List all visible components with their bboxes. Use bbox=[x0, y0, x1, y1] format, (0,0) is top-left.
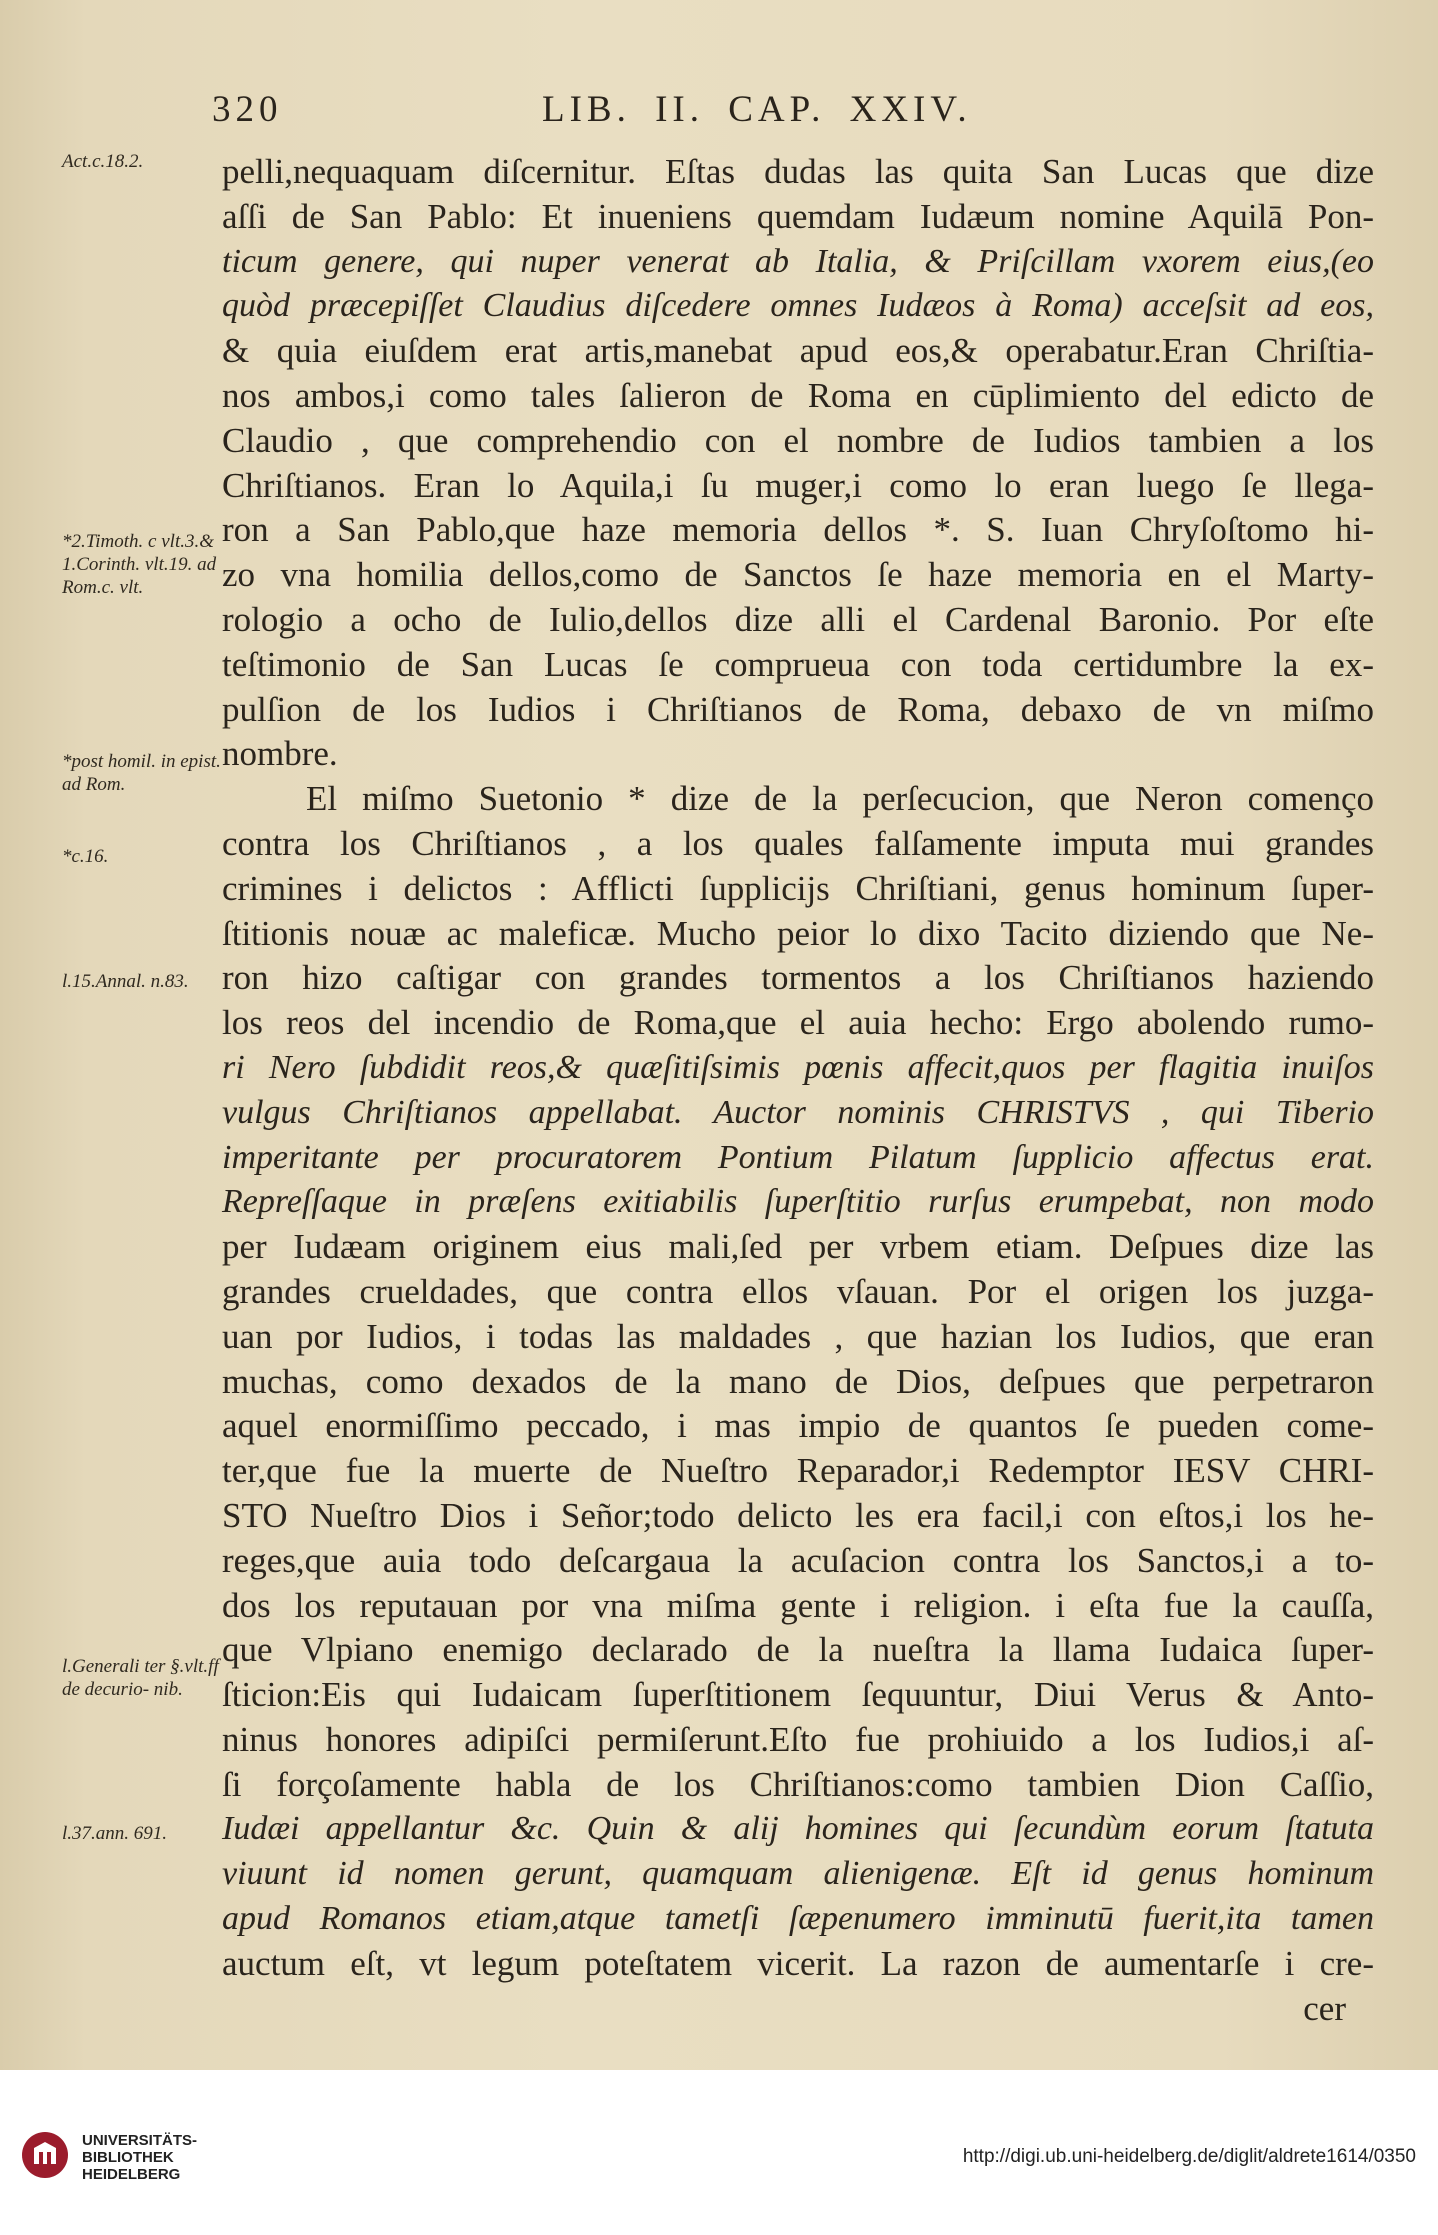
text-line: vulgus Chriſtianos appellabat. Auctor nominis CHRISTVS , qui Tiberio bbox=[222, 1093, 1374, 1131]
viewer-footer bbox=[0, 2070, 1438, 2235]
page-header bbox=[212, 88, 1382, 138]
margin-note: *post homil. in epist. ad Rom. bbox=[62, 751, 221, 795]
text-line: El miſmo Suetonio * dize de la perſecucion, que Neron començo bbox=[306, 779, 1374, 819]
text-line: ticum genere, qui nuper venerat ab Italia, & Priſcillam vxorem eius,(eo bbox=[222, 242, 1374, 280]
text-line: ſtitionis nouæ ac maleficæ. Mucho peior lo dixo Tacito diziendo que Ne- bbox=[222, 913, 1374, 953]
text-line: Claudio , que comprehendio con el nombre de Iudios tambien a los bbox=[222, 420, 1374, 460]
text-line: imperitante per procuratorem Pontium Pilatum ſupplicio affectus erat. bbox=[222, 1138, 1374, 1176]
text-line: STO Nueſtro Dios i Señor;todo delicto les era facil,i con eſtos,i los he- bbox=[222, 1495, 1374, 1535]
text-line: que Vlpiano enemigo declarado de la nueſtra la llama Iudaica ſuper- bbox=[222, 1630, 1374, 1670]
text-line: reges,que auia todo deſcargaua la acuſacion contra los Sanctos,i a to- bbox=[222, 1540, 1374, 1580]
text-line: ter,que fue la muerte de Nueſtro Reparador,i Redemptor IESV CHRI- bbox=[222, 1451, 1374, 1491]
margin-note: *2.Timoth. c vlt.3.& 1.Corinth. vlt.19. ad Rom.c. vlt. bbox=[62, 531, 217, 598]
text-line: ſticion:Eis qui Iudaicam ſuperſtitionem ſequuntur, Diui Verus & Anto- bbox=[222, 1675, 1374, 1715]
source-url-link[interactable]: http://digi.ub.uni-heidelberg.de/diglit/aldrete1614/0350 bbox=[962, 2146, 1416, 2167]
text-line: pulſion de los Iudios i Chriſtianos de Roma, debaxo de vn miſmo bbox=[222, 689, 1374, 729]
text-line: los reos del incendio de Roma,que el auia hecho: Ergo abolendo rumo- bbox=[222, 1003, 1374, 1043]
text-line: Iudæi appellantur &c. Quin & alij homines qui ſecundùm eorum ſtatuta bbox=[222, 1810, 1374, 1848]
text-line: ſi forçoſamente habla de los Chriſtianos:como tambien Dion Caſſio, bbox=[222, 1764, 1374, 1804]
text-line: pelli,nequaquam diſcernitur. Eſtas dudas las quita San Lucas que dize bbox=[222, 152, 1374, 191]
text-line: ninus honores adipiſci permiſerunt.Eſto fue prohiuido a los Iudios,i aſ- bbox=[222, 1719, 1374, 1759]
text-line: & quia eiuſdem erat artis,manebat apud eos,& operabatur.Eran Chriſtia- bbox=[222, 331, 1374, 371]
library-name-line: UNIVERSITÄTS- bbox=[82, 2132, 198, 2149]
body-text bbox=[222, 150, 1374, 2031]
text-line: viuunt id nomen gerunt, quamquam alienigenæ. Eſt id genus hominum bbox=[222, 1855, 1374, 1893]
text-line: zo vna homilia dellos,como de Sanctos ſe haze memoria en el Marty- bbox=[222, 555, 1374, 595]
text-line: quòd præcepiſſet Claudius diſcedere omnes Iudæos à Roma) acceſsit ad eos, bbox=[222, 287, 1374, 325]
text-line: crimines i delictos : Afflicti ſupplicijs Chriſtiani, genus hominum ſuper- bbox=[222, 868, 1374, 908]
text-line: nos ambos,i como tales ſalieron de Roma en cūplimiento del edicto de bbox=[222, 375, 1374, 415]
margin-note: l.Generali ter §.vlt.ff de decurio- nib. bbox=[62, 1656, 219, 1700]
text-line: contra los Chriſtianos , a los quales falſamente imputa mui grandes bbox=[222, 823, 1374, 863]
page-number: 320 bbox=[212, 89, 283, 130]
text-line: muchas, como dexados de la mano de Dios, deſpues que perpetraron bbox=[222, 1361, 1374, 1401]
text-line: auctum eſt, vt legum poteſtatem vicerit. La razon de aumentarſe i cre- bbox=[222, 1943, 1374, 1983]
catchword: cer bbox=[1303, 1988, 1346, 2028]
running-title: LIB. II. CAP. XXIV. bbox=[542, 89, 972, 130]
text-line: grandes crueldades, que contra ellos vſauan. Por el origen los juzga- bbox=[222, 1271, 1374, 1311]
margin-note: l.15.Annal. n.83. bbox=[62, 971, 189, 992]
text-line: teſtimonio de San Lucas ſe comprueua con toda certidumbre la ex- bbox=[222, 644, 1374, 684]
text-line: Repreſſaque in præſens exitiabilis ſuperſtitio rurſus erumpebat, non modo bbox=[222, 1183, 1374, 1221]
text-line: aquel enormiſſimo peccado, i mas impio de quantos ſe pueden come- bbox=[222, 1406, 1374, 1446]
text-line: dos los reputauan por vna miſma gente i religion. i eſta fue la cauſſa, bbox=[222, 1585, 1374, 1625]
library-name bbox=[82, 2132, 197, 2183]
text-line: rologio a ocho de Iulio,dellos dize alli el Cardenal Baronio. Por eſte bbox=[222, 599, 1374, 639]
library-name-line: BIBLIOTHEK bbox=[82, 2149, 174, 2166]
margin-note: l.37.ann. 691. bbox=[62, 1823, 168, 1844]
library-name-line: HEIDELBERG bbox=[82, 2166, 181, 2183]
text-line: ron a San Pablo,que haze memoria dellos *. S. Iuan Chryſoſtomo hi- bbox=[222, 510, 1374, 550]
text-line: uan por Iudios, i todas las maldades , que hazian los Iudios, que eran bbox=[222, 1316, 1374, 1356]
text-line: aſſi de San Pablo: Et inueniens quemdam Iudæum nomine Aquilā Pon- bbox=[222, 196, 1374, 236]
text-line: nombre. bbox=[222, 734, 338, 774]
text-line: ri Nero ſubdidit reos,& quæſitiſsimis pœnis affecit,quos per flagitia inuiſos bbox=[222, 1048, 1374, 1086]
text-line: Chriſtianos. Eran lo Aquila,i ſu muger,i como lo eran luego ſe llega- bbox=[222, 465, 1374, 505]
text-line: apud Romanos etiam,atque tametſi ſæpenumero imminutū fuerit,ita tamen bbox=[222, 1900, 1374, 1938]
university-logo-icon bbox=[20, 2130, 70, 2180]
text-line: ron hizo caſtigar con grandes tormentos a los Chriſtianos haziendo bbox=[222, 958, 1374, 998]
margin-note: *c.16. bbox=[62, 846, 109, 867]
text-line: per Iudæam originem eius mali,ſed per vrbem etiam. Deſpues dize las bbox=[222, 1227, 1374, 1267]
margin-note: Act.c.18.2. bbox=[62, 151, 144, 172]
